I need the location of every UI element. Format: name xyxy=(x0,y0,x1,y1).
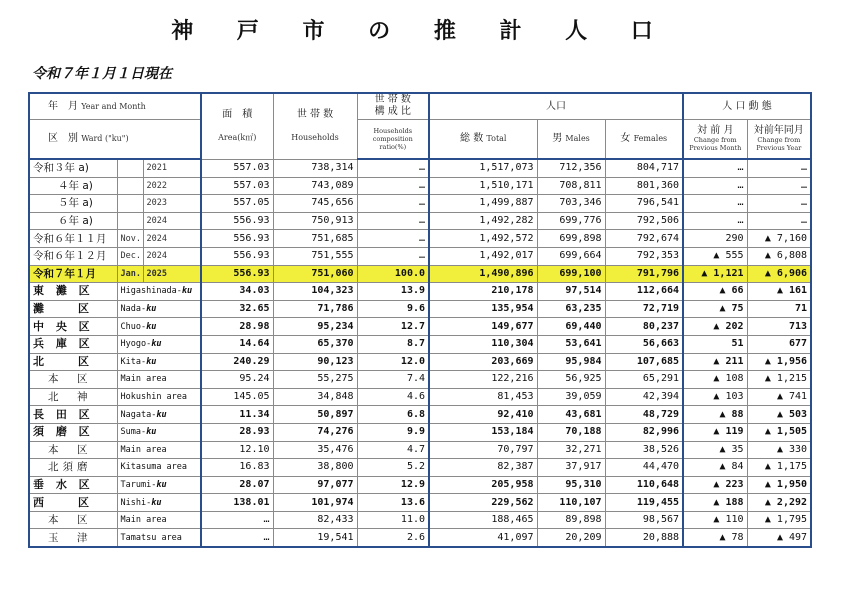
cell-cm: … xyxy=(683,212,747,230)
cell-cy: ▲ 1,795 xyxy=(747,511,811,529)
cell-area: 145.05 xyxy=(201,388,273,406)
row-month-en: Jan. xyxy=(117,265,143,283)
cell-hh: 55,275 xyxy=(273,371,357,389)
row-ward-name-en xyxy=(117,423,201,441)
cell-ratio: … xyxy=(357,247,429,265)
row-year: 2025 xyxy=(143,265,201,283)
row-ward-name-en xyxy=(117,459,201,477)
cell-total: 122,216 xyxy=(429,371,537,389)
cell-area: 556.93 xyxy=(201,247,273,265)
cell-cy: ▲ 330 xyxy=(747,441,811,459)
cell-ratio: … xyxy=(357,195,429,213)
header-total: 総 数 Total xyxy=(429,119,537,159)
ward-name-en-text: Tarumi- xyxy=(120,479,157,490)
ward-name-en-text: Suma- xyxy=(120,427,147,438)
cell-cy: … xyxy=(747,177,811,195)
cell-hh: 90,123 xyxy=(273,353,357,371)
header-year-month: 年 月 Year and Month xyxy=(29,93,201,119)
row-period-label: 令和３年 a) xyxy=(29,159,117,177)
cell-total: 1,492,017 xyxy=(429,247,537,265)
ward-name-en-text: Kitasuma area xyxy=(120,462,188,473)
cell-females: 82,996 xyxy=(605,423,683,441)
cell-total: 1,499,887 xyxy=(429,195,537,213)
cell-total: 41,097 xyxy=(429,529,537,547)
cell-cm: ▲ 88 xyxy=(683,406,747,424)
cell-area: 138.01 xyxy=(201,494,273,512)
cell-total: 149,677 xyxy=(429,318,537,336)
ward-name-en-text: Kita- xyxy=(120,356,147,367)
cell-total: 82,387 xyxy=(429,459,537,477)
table-row xyxy=(29,318,811,336)
cell-total: 229,562 xyxy=(429,494,537,512)
row-ward-name: 長 田 区 xyxy=(29,406,117,424)
header-households-composition: 世 帯 数 構 成 比 xyxy=(357,93,429,119)
cell-cm: ▲ 202 xyxy=(683,318,747,336)
cell-hh: 751,685 xyxy=(273,230,357,248)
cell-females: 792,674 xyxy=(605,230,683,248)
cell-area: … xyxy=(201,511,273,529)
cell-ratio: 12.7 xyxy=(357,318,429,336)
cell-area: 240.29 xyxy=(201,353,273,371)
cell-females: 48,729 xyxy=(605,406,683,424)
row-year: 2021 xyxy=(143,159,201,177)
table-row xyxy=(29,177,811,195)
cell-total: 92,410 xyxy=(429,406,537,424)
cell-females: 98,567 xyxy=(605,511,683,529)
row-year: 2024 xyxy=(143,247,201,265)
row-ward-name: 北須磨 xyxy=(29,459,117,477)
row-ward-name: 須 磨 区 xyxy=(29,423,117,441)
table-row xyxy=(29,423,811,441)
cell-ratio: 6.8 xyxy=(357,406,429,424)
cell-ratio: … xyxy=(357,230,429,248)
row-year: 2024 xyxy=(143,212,201,230)
cell-cy: … xyxy=(747,159,811,177)
row-ward-name-en xyxy=(117,476,201,494)
cell-cm: … xyxy=(683,195,747,213)
cell-area: 95.24 xyxy=(201,371,273,389)
cell-females: 796,541 xyxy=(605,195,683,213)
cell-males: 70,188 xyxy=(537,423,605,441)
row-ward-name: 本 区 xyxy=(29,511,117,529)
ward-suffix-ku: ku xyxy=(146,427,157,438)
row-ward-name: 本 区 xyxy=(29,441,117,459)
cell-cy: ▲ 1,505 xyxy=(747,423,811,441)
cell-cy: ▲ 1,175 xyxy=(747,459,811,477)
table-row xyxy=(29,459,811,477)
row-period-label: 令和７年１月 xyxy=(29,265,117,283)
page-title: 神 戸 市 の 推 計 人 口 xyxy=(171,19,671,44)
cell-females: 65,291 xyxy=(605,371,683,389)
row-ward-name-en xyxy=(117,494,201,512)
cell-hh: 95,234 xyxy=(273,318,357,336)
ward-name-en-text: Main area xyxy=(120,515,167,526)
row-ward-name: 本 区 xyxy=(29,371,117,389)
row-ward-name-en xyxy=(117,388,201,406)
cell-total: 135,954 xyxy=(429,300,537,318)
cell-cy: ▲ 1,215 xyxy=(747,371,811,389)
table-row xyxy=(29,353,811,371)
header-dynamics: 人 口 動 態 xyxy=(683,93,811,119)
cell-males: 56,925 xyxy=(537,371,605,389)
ward-suffix-ku: ku xyxy=(151,339,162,350)
row-period-label: ５年 a) xyxy=(29,195,117,213)
row-ward-name: 灘 区 xyxy=(29,300,117,318)
cell-males: 703,346 xyxy=(537,195,605,213)
cell-ratio: … xyxy=(357,177,429,195)
cell-cm: ▲ 119 xyxy=(683,423,747,441)
table-row xyxy=(29,195,811,213)
cell-total: 1,517,073 xyxy=(429,159,537,177)
cell-cy: ▲ 7,160 xyxy=(747,230,811,248)
cell-area: 14.64 xyxy=(201,335,273,353)
header-change-year: 対前年同月 Change from Previous Year xyxy=(747,119,811,159)
row-year: 2022 xyxy=(143,177,201,195)
cell-males: 97,514 xyxy=(537,283,605,301)
cell-cy: … xyxy=(747,195,811,213)
cell-cm: ▲ 75 xyxy=(683,300,747,318)
cell-ratio: 4.6 xyxy=(357,388,429,406)
ward-suffix-ku: ku xyxy=(181,286,193,297)
row-ward-name: 西 区 xyxy=(29,494,117,512)
row-month-en xyxy=(117,195,143,213)
cell-hh: 743,089 xyxy=(273,177,357,195)
cell-females: 792,506 xyxy=(605,212,683,230)
row-ward-name: 中 央 区 xyxy=(29,318,117,336)
cell-ratio: 7.4 xyxy=(357,371,429,389)
row-ward-name-en xyxy=(117,283,201,301)
header-population: 人口 xyxy=(429,93,683,119)
cell-area: 557.03 xyxy=(201,177,273,195)
cell-cm: ▲ 1,121 xyxy=(683,265,747,283)
header-females: 女 Females xyxy=(605,119,683,159)
row-ward-name: 玉 津 xyxy=(29,529,117,547)
ward-name-en-text: Chuo- xyxy=(120,321,147,332)
row-period-label: ６年 a) xyxy=(29,212,117,230)
cell-cm: ▲ 110 xyxy=(683,511,747,529)
cell-area: 32.65 xyxy=(201,300,273,318)
ward-name-en-text: Higashinada- xyxy=(120,286,182,297)
table-row xyxy=(29,371,811,389)
population-table xyxy=(28,92,812,548)
cell-females: 42,394 xyxy=(605,388,683,406)
cell-total: 1,492,282 xyxy=(429,212,537,230)
cell-cy: ▲ 2,292 xyxy=(747,494,811,512)
cell-cy: ▲ 503 xyxy=(747,406,811,424)
table-row xyxy=(29,529,811,547)
cell-males: 69,440 xyxy=(537,318,605,336)
ward-name-en-text: Nagata- xyxy=(120,409,157,420)
cell-females: 801,360 xyxy=(605,177,683,195)
ward-suffix-ku: ku xyxy=(151,497,162,508)
cell-cy: 713 xyxy=(747,318,811,336)
cell-area: 16.83 xyxy=(201,459,273,477)
cell-area: 556.93 xyxy=(201,230,273,248)
cell-total: 70,797 xyxy=(429,441,537,459)
cell-males: 95,310 xyxy=(537,476,605,494)
cell-total: 153,184 xyxy=(429,423,537,441)
table-row xyxy=(29,230,811,248)
row-month-en xyxy=(117,212,143,230)
cell-cm: ▲ 103 xyxy=(683,388,747,406)
cell-females: 80,237 xyxy=(605,318,683,336)
row-year: 2023 xyxy=(143,195,201,213)
table-row xyxy=(29,300,811,318)
cell-hh: 738,314 xyxy=(273,159,357,177)
cell-total: 203,669 xyxy=(429,353,537,371)
row-month-en: Dec. xyxy=(117,247,143,265)
cell-area: 28.98 xyxy=(201,318,273,336)
cell-total: 1,510,171 xyxy=(429,177,537,195)
header-males: 男 Males xyxy=(537,119,605,159)
cell-area: 34.03 xyxy=(201,283,273,301)
row-ward-name-en xyxy=(117,353,201,371)
cell-hh: 71,786 xyxy=(273,300,357,318)
cell-ratio: 9.9 xyxy=(357,423,429,441)
ward-suffix-ku: ku xyxy=(156,479,167,490)
table-row xyxy=(29,494,811,512)
table-row xyxy=(29,212,811,230)
cell-cy: ▲ 1,956 xyxy=(747,353,811,371)
ward-suffix-ku: ku xyxy=(146,321,157,332)
cell-area: 11.34 xyxy=(201,406,273,424)
ward-name-en-text: Tamatsu area xyxy=(120,532,182,543)
row-ward-name: 北 区 xyxy=(29,353,117,371)
table-row xyxy=(29,388,811,406)
cell-females: 44,470 xyxy=(605,459,683,477)
cell-total: 188,465 xyxy=(429,511,537,529)
cell-males: 20,209 xyxy=(537,529,605,547)
cell-total: 1,492,572 xyxy=(429,230,537,248)
cell-cy: ▲ 497 xyxy=(747,529,811,547)
cell-hh: 38,800 xyxy=(273,459,357,477)
cell-hh: 82,433 xyxy=(273,511,357,529)
cell-ratio: 8.7 xyxy=(357,335,429,353)
cell-cm: ▲ 223 xyxy=(683,476,747,494)
ward-name-en-text: Nishi- xyxy=(120,497,152,508)
cell-area: 28.07 xyxy=(201,476,273,494)
ward-suffix-ku: ku xyxy=(146,304,157,315)
cell-males: 699,898 xyxy=(537,230,605,248)
cell-hh: 34,848 xyxy=(273,388,357,406)
cell-total: 110,304 xyxy=(429,335,537,353)
cell-hh: 65,370 xyxy=(273,335,357,353)
table-row xyxy=(29,441,811,459)
cell-ratio: 11.0 xyxy=(357,511,429,529)
header-change-month: 対 前 月 Change from Previous Month xyxy=(683,119,747,159)
row-ward-name-en xyxy=(117,318,201,336)
cell-area: … xyxy=(201,529,273,547)
cell-cm: 51 xyxy=(683,335,747,353)
cell-ratio: 13.6 xyxy=(357,494,429,512)
row-month-en: Nov. xyxy=(117,230,143,248)
cell-hh: 104,323 xyxy=(273,283,357,301)
cell-total: 205,958 xyxy=(429,476,537,494)
cell-hh: 745,656 xyxy=(273,195,357,213)
cell-cm: ▲ 66 xyxy=(683,283,747,301)
cell-cm: … xyxy=(683,159,747,177)
cell-ratio: 4.7 xyxy=(357,441,429,459)
cell-males: 32,271 xyxy=(537,441,605,459)
cell-area: 12.10 xyxy=(201,441,273,459)
cell-hh: 750,913 xyxy=(273,212,357,230)
cell-cm: ▲ 84 xyxy=(683,459,747,477)
ward-suffix-ku: ku xyxy=(156,409,167,420)
cell-ratio: 2.6 xyxy=(357,529,429,547)
table-row xyxy=(29,283,811,301)
cell-total: 1,490,896 xyxy=(429,265,537,283)
cell-total: 81,453 xyxy=(429,388,537,406)
cell-cm: ▲ 555 xyxy=(683,247,747,265)
row-period-label: 令和６年１１月 xyxy=(29,230,117,248)
row-ward-name-en xyxy=(117,335,201,353)
cell-cy: 71 xyxy=(747,300,811,318)
ward-name-en-text: Main area xyxy=(120,444,167,455)
cell-area: 28.93 xyxy=(201,423,273,441)
row-ward-name-en xyxy=(117,300,201,318)
ward-name-en-text: Hyogo- xyxy=(120,339,152,350)
header-ward: 区 別 Ward ("ku") xyxy=(29,119,201,159)
cell-area: 556.93 xyxy=(201,212,273,230)
table-row xyxy=(29,265,811,283)
cell-ratio: 5.2 xyxy=(357,459,429,477)
cell-males: 43,681 xyxy=(537,406,605,424)
row-ward-name: 東 灘 区 xyxy=(29,283,117,301)
header-households-composition-en: Households composition ratio(%) xyxy=(357,119,429,159)
cell-females: 38,526 xyxy=(605,441,683,459)
table-row xyxy=(29,511,811,529)
cell-males: 699,100 xyxy=(537,265,605,283)
cell-cy: 677 xyxy=(747,335,811,353)
cell-hh: 19,541 xyxy=(273,529,357,547)
cell-ratio: 100.0 xyxy=(357,265,429,283)
as-of-date: 令和７年１月１日現在 xyxy=(32,66,172,82)
cell-cm: ▲ 35 xyxy=(683,441,747,459)
cell-hh: 74,276 xyxy=(273,423,357,441)
cell-males: 712,356 xyxy=(537,159,605,177)
cell-males: 89,898 xyxy=(537,511,605,529)
cell-males: 110,107 xyxy=(537,494,605,512)
cell-males: 37,917 xyxy=(537,459,605,477)
cell-ratio: 9.6 xyxy=(357,300,429,318)
cell-males: 708,811 xyxy=(537,177,605,195)
cell-cy: ▲ 6,808 xyxy=(747,247,811,265)
table-row xyxy=(29,476,811,494)
cell-hh: 751,060 xyxy=(273,265,357,283)
cell-males: 699,776 xyxy=(537,212,605,230)
cell-cm: … xyxy=(683,177,747,195)
cell-females: 804,717 xyxy=(605,159,683,177)
cell-cm: 290 xyxy=(683,230,747,248)
row-ward-name: 垂 水 区 xyxy=(29,476,117,494)
cell-ratio: … xyxy=(357,212,429,230)
cell-males: 699,664 xyxy=(537,247,605,265)
row-month-en xyxy=(117,177,143,195)
cell-area: 557.03 xyxy=(201,159,273,177)
ward-name-en-text: Main area xyxy=(120,374,167,385)
cell-total: 210,178 xyxy=(429,283,537,301)
cell-ratio: 12.9 xyxy=(357,476,429,494)
cell-females: 56,663 xyxy=(605,335,683,353)
row-year: 2024 xyxy=(143,230,201,248)
cell-males: 63,235 xyxy=(537,300,605,318)
table-row xyxy=(29,247,811,265)
cell-females: 72,719 xyxy=(605,300,683,318)
cell-hh: 97,077 xyxy=(273,476,357,494)
cell-females: 20,888 xyxy=(605,529,683,547)
cell-hh: 50,897 xyxy=(273,406,357,424)
header-area: 面 積 Area(k㎡) xyxy=(201,93,273,159)
row-ward-name-en xyxy=(117,511,201,529)
cell-ratio: … xyxy=(357,159,429,177)
cell-area: 557.05 xyxy=(201,195,273,213)
cell-females: 791,796 xyxy=(605,265,683,283)
row-ward-name-en xyxy=(117,406,201,424)
row-month-en xyxy=(117,159,143,177)
header-households: 世 帯 数 Households xyxy=(273,93,357,159)
table-row xyxy=(29,335,811,353)
cell-hh: 101,974 xyxy=(273,494,357,512)
cell-males: 95,984 xyxy=(537,353,605,371)
cell-cy: ▲ 161 xyxy=(747,283,811,301)
cell-females: 119,455 xyxy=(605,494,683,512)
cell-cm: ▲ 188 xyxy=(683,494,747,512)
cell-ratio: 13.9 xyxy=(357,283,429,301)
cell-ratio: 12.0 xyxy=(357,353,429,371)
cell-cy: ▲ 6,906 xyxy=(747,265,811,283)
row-ward-name-en xyxy=(117,371,201,389)
cell-males: 53,641 xyxy=(537,335,605,353)
row-ward-name: 兵 庫 区 xyxy=(29,335,117,353)
ward-name-en-text: Hokushin area xyxy=(120,392,188,403)
cell-females: 112,664 xyxy=(605,283,683,301)
row-period-label: ４年 a) xyxy=(29,177,117,195)
cell-hh: 35,476 xyxy=(273,441,357,459)
cell-cy: … xyxy=(747,212,811,230)
row-ward-name: 北 神 xyxy=(29,388,117,406)
row-ward-name-en xyxy=(117,529,201,547)
table-row xyxy=(29,159,811,177)
cell-cy: ▲ 1,950 xyxy=(747,476,811,494)
cell-females: 107,685 xyxy=(605,353,683,371)
cell-females: 110,648 xyxy=(605,476,683,494)
cell-hh: 751,555 xyxy=(273,247,357,265)
cell-females: 792,353 xyxy=(605,247,683,265)
cell-cm: ▲ 211 xyxy=(683,353,747,371)
row-ward-name-en xyxy=(117,441,201,459)
ward-suffix-ku: ku xyxy=(146,356,157,367)
cell-cm: ▲ 108 xyxy=(683,371,747,389)
cell-area: 556.93 xyxy=(201,265,273,283)
cell-cm: ▲ 78 xyxy=(683,529,747,547)
cell-males: 39,059 xyxy=(537,388,605,406)
cell-cy: ▲ 741 xyxy=(747,388,811,406)
ward-name-en-text: Nada- xyxy=(120,304,147,315)
table-row xyxy=(29,406,811,424)
row-period-label: 令和６年１２月 xyxy=(29,247,117,265)
